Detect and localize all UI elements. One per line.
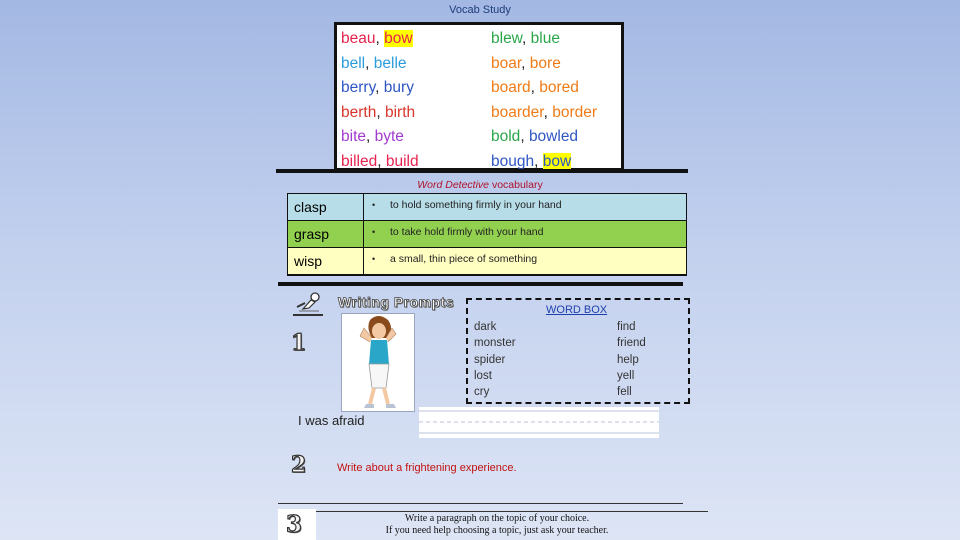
homophone-word: bow bbox=[384, 30, 413, 47]
bullet: • bbox=[372, 254, 376, 264]
prompt1-sentence-starter: I was afraid bbox=[298, 413, 365, 428]
vocabulary-definition-cell bbox=[364, 248, 686, 274]
word-box-title: WORD BOX bbox=[546, 304, 608, 316]
homophone-word: billed bbox=[341, 152, 378, 170]
writing-prompts-logo: Writing Prompts bbox=[338, 294, 455, 310]
homophone-word: birth bbox=[384, 103, 416, 121]
prompt3-rule bbox=[316, 511, 708, 512]
homophone-word: byte bbox=[374, 128, 404, 145]
vocabulary-table bbox=[287, 193, 687, 276]
homophone-pair bbox=[491, 125, 597, 150]
comma: , bbox=[366, 128, 375, 145]
homophone-pair bbox=[341, 52, 419, 77]
homophone-word: bite bbox=[341, 128, 366, 145]
word-box-column-2 bbox=[617, 319, 646, 400]
homophone-word: bowled bbox=[528, 128, 579, 145]
comma: , bbox=[375, 30, 385, 47]
prompt-number-3: 3 bbox=[286, 511, 303, 538]
homophone-word: bury bbox=[383, 79, 414, 96]
bullet: • bbox=[372, 227, 376, 237]
comma: , bbox=[375, 79, 384, 96]
comma: , bbox=[377, 152, 386, 170]
homophone-pair bbox=[341, 27, 419, 52]
word-detective-title bbox=[380, 179, 580, 191]
homophone-word: beau bbox=[341, 30, 376, 47]
vocabulary-row bbox=[287, 220, 687, 247]
prompt-number-1: 1 bbox=[291, 330, 307, 356]
divider-middle bbox=[278, 282, 683, 286]
vocabulary-row bbox=[287, 193, 687, 220]
vocabulary-definition: to hold something firmly in your hand bbox=[390, 199, 562, 211]
divider-top bbox=[276, 169, 688, 173]
word-box-item: yell bbox=[617, 369, 635, 382]
writing-lines[interactable] bbox=[419, 407, 659, 438]
homophone-word: boarder bbox=[491, 103, 544, 121]
homophone-pair bbox=[341, 125, 419, 150]
homophone-pair bbox=[491, 52, 597, 77]
word-box-item: friend bbox=[617, 337, 646, 350]
prompt-number-2: 2 bbox=[291, 452, 307, 478]
pencil-writer-icon bbox=[289, 289, 329, 319]
comma: , bbox=[543, 103, 553, 121]
homophone-word: berth bbox=[341, 103, 377, 121]
homophone-word: berry bbox=[341, 79, 376, 96]
word-box-item: dark bbox=[474, 321, 497, 333]
homophone-pair bbox=[491, 101, 597, 126]
word-box-item: cry bbox=[474, 386, 490, 399]
scared-girl-image bbox=[341, 313, 415, 412]
word-detective-title-rest: vocabulary bbox=[489, 179, 543, 191]
vocabulary-word: grasp bbox=[288, 221, 364, 247]
homophone-pair bbox=[341, 101, 419, 126]
homophone-word: belle bbox=[373, 54, 407, 72]
homophone-word: build bbox=[385, 152, 419, 170]
comma: , bbox=[376, 103, 385, 121]
homophone-word: bough bbox=[491, 152, 535, 170]
homophone-word: bold bbox=[491, 128, 521, 145]
comma: , bbox=[530, 79, 540, 96]
word-box-item: fell bbox=[617, 386, 632, 399]
word-box-item: find bbox=[617, 321, 636, 333]
vocabulary-word: clasp bbox=[288, 194, 364, 220]
comma: , bbox=[522, 30, 531, 47]
homophone-word: bored bbox=[539, 79, 579, 96]
homophone-word: blew bbox=[491, 30, 523, 47]
vocabulary-definition-cell bbox=[364, 194, 686, 220]
word-box-item: monster bbox=[474, 337, 516, 350]
homophone-word: bow bbox=[542, 152, 572, 170]
word-box-item: spider bbox=[474, 353, 506, 366]
comma: , bbox=[534, 152, 543, 170]
word-detective-title-italic: Word Detective bbox=[417, 179, 490, 191]
vocabulary-definition-cell bbox=[364, 221, 686, 247]
comma: , bbox=[365, 54, 374, 72]
word-box-item: help bbox=[617, 353, 639, 366]
prompt3-line-2: If you need help choosing a topic, just ask your teacher. bbox=[385, 525, 609, 536]
homophones-left-column bbox=[341, 27, 419, 174]
homophone-pair bbox=[341, 76, 419, 101]
homophone-word: board bbox=[491, 79, 531, 96]
homophone-word: bore bbox=[529, 54, 561, 72]
word-box-column-1 bbox=[474, 319, 516, 400]
prompt2-text: Write about a frightening experience. bbox=[337, 462, 517, 474]
homophone-word: blue bbox=[530, 30, 560, 47]
vocabulary-row bbox=[287, 247, 687, 276]
homophone-word: border bbox=[552, 103, 598, 121]
vocabulary-definition: to take hold firmly with your hand bbox=[390, 226, 544, 238]
homophone-word: boar bbox=[491, 54, 522, 72]
comma: , bbox=[521, 54, 530, 72]
word-box-item: lost bbox=[474, 369, 492, 382]
divider-lower bbox=[278, 503, 683, 504]
prompt3-line-1: Write a paragraph on the topic of your choice. bbox=[404, 513, 590, 524]
vocabulary-definition: a small, thin piece of something bbox=[390, 253, 538, 265]
prompt3-text bbox=[362, 513, 632, 537]
homophone-pair bbox=[491, 76, 597, 101]
comma: , bbox=[520, 128, 529, 145]
homophone-word: bell bbox=[341, 54, 366, 72]
vocabulary-word: wisp bbox=[288, 248, 364, 274]
bullet: • bbox=[372, 200, 376, 210]
homophones-box bbox=[334, 22, 624, 171]
page-title: Vocab Study bbox=[449, 4, 511, 16]
homophones-right-column bbox=[491, 27, 597, 174]
homophone-pair bbox=[491, 27, 597, 52]
